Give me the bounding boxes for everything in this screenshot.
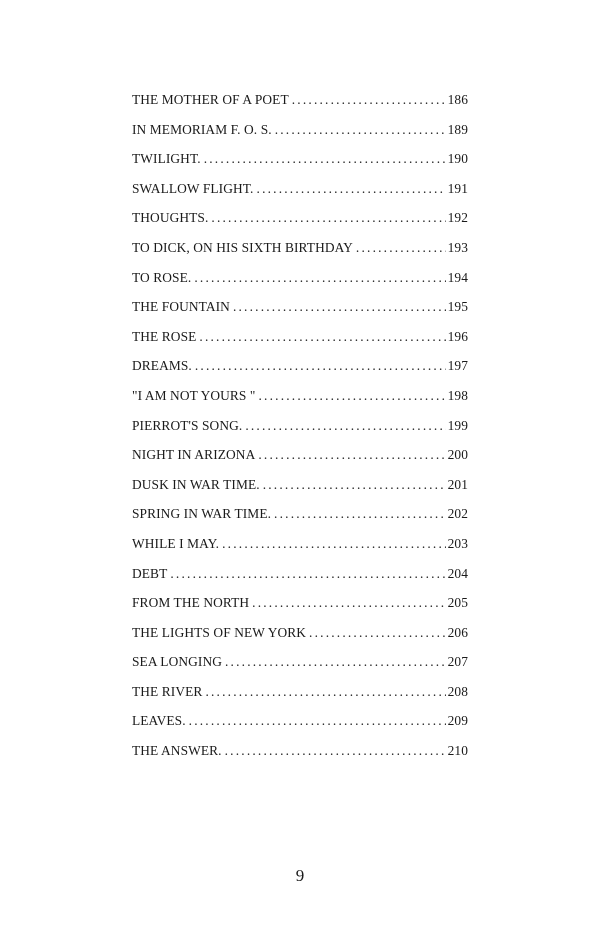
toc-entry-title: DUSK IN WAR TIME. [132,476,260,492]
toc-entry [132,743,468,773]
dot-leader [225,654,446,670]
toc-entry [132,270,468,300]
toc-entry-page: 193 [447,239,468,255]
toc-entry [132,654,468,684]
toc-entry [132,358,468,388]
toc-entry-title: THOUGHTS. [132,210,209,226]
toc-entry-page: 203 [447,535,468,551]
toc-entry [132,240,468,270]
dot-leader [189,713,446,729]
toc-entry-title: TO DICK, ON HIS SIXTH BIRTHDAY [132,239,353,255]
dot-leader [211,210,445,226]
toc-entry [132,625,468,655]
dot-leader [274,506,446,522]
toc-entry-page: 208 [447,683,468,699]
dot-leader [275,122,446,138]
toc-entry-page: 198 [447,387,468,403]
toc-entry-page: 192 [447,210,468,226]
toc-entry-title: THE LIGHTS OF NEW YORK [132,624,307,640]
toc-entry-title: THE ROSE [132,328,197,344]
toc-entry [132,151,468,181]
toc-entry [132,536,468,566]
dot-leader [292,92,446,108]
dot-leader [263,477,446,493]
toc-entry-page: 189 [447,121,468,137]
toc-entry [132,684,468,714]
dot-leader [252,595,445,611]
toc-entry [132,329,468,359]
toc-entry-title: DREAMS. [132,358,192,374]
toc-entry-title: TWILIGHT. [132,151,201,167]
toc-entry-title: IN MEMORIAM F. O. S. [132,121,272,137]
toc-entry-page: 202 [447,506,468,522]
toc-entry-title: SPRING IN WAR TIME. [132,506,272,522]
toc-entry-page: 195 [447,299,468,315]
toc-entry-title: THE RIVER [132,683,203,699]
toc-entry-page: 207 [447,654,468,670]
toc-entry-title: THE MOTHER OF A POET [132,92,289,107]
toc-entry-page: 199 [447,417,468,433]
toc-entry [132,210,468,240]
dot-leader [309,625,446,641]
dot-leader [222,536,445,552]
toc-entry-page: 201 [447,476,468,492]
toc-entry-page: 210 [447,743,468,759]
toc-entry [132,92,468,122]
toc-entry-title: PIERROT'S SONG. [132,417,243,433]
toc-entry-title: SEA LONGING [132,654,222,670]
toc-entry-page: 200 [447,447,468,463]
dot-leader [204,151,446,167]
toc-entry-page: 190 [447,151,468,167]
dot-leader [233,299,446,315]
dot-leader [194,270,445,286]
toc-entry-title: SWALLOW FLIGHT. [132,180,254,196]
dot-leader [356,240,446,256]
toc-entry-title: THE FOUNTAIN [132,299,230,315]
toc-entry-page: 209 [447,713,468,729]
toc-entry-page: 205 [447,595,468,611]
toc-entry-title: LEAVES. [132,713,186,729]
page-number: 9 [295,866,305,885]
toc-entry [132,447,468,477]
toc-entry-title: NIGHT IN ARIZONA [132,447,256,463]
toc-entry-page: 186 [447,92,468,107]
toc-entry-page: 191 [447,180,468,196]
toc-entry-title: "I AM NOT YOURS " [132,387,256,403]
toc-entry-page: 196 [447,328,468,344]
dot-leader [257,181,446,197]
toc-entry [132,181,468,211]
toc-entry [132,299,468,329]
table-of-contents [132,92,468,773]
toc-entry-title: THE ANSWER. [132,743,222,759]
toc-entry-page: 206 [447,624,468,640]
dot-leader [199,329,445,345]
dot-leader [225,743,446,759]
dot-leader [245,418,445,434]
toc-entry-page: 204 [447,565,468,581]
toc-entry-title: FROM THE NORTH [132,595,250,611]
toc-entry [132,595,468,625]
toc-entry [132,418,468,448]
dot-leader [259,388,446,404]
toc-entry [132,477,468,507]
toc-entry-page: 194 [447,269,468,285]
dot-leader [258,447,445,463]
toc-entry-title: WHILE I MAY. [132,535,220,551]
dot-leader [170,566,445,582]
toc-entry-title: TO ROSE. [132,269,192,285]
toc-entry [132,506,468,536]
dot-leader [195,358,446,374]
dot-leader [205,684,445,700]
toc-entry-title: DEBT [132,565,168,581]
toc-entry [132,122,468,152]
toc-entry-page: 197 [447,358,468,374]
toc-entry [132,388,468,418]
toc-entry [132,566,468,596]
toc-entry [132,713,468,743]
